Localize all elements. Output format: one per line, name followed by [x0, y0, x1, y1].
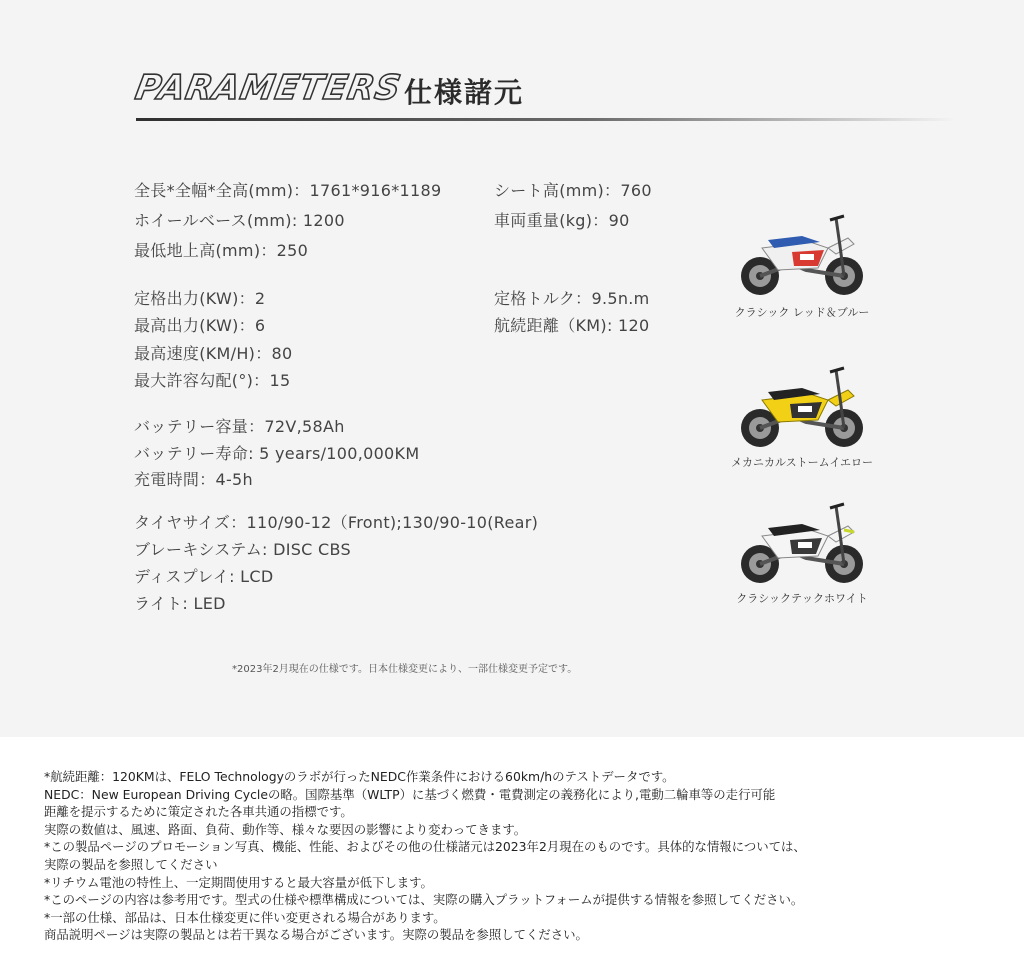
spec-max-speed: 最高速度(KM/H)：80 [134, 344, 293, 363]
bike-label-yellow: メカニカルストームイエロー [730, 456, 873, 469]
spec-wheelbase: ホイールベース(mm): 1200 [134, 211, 345, 230]
spec-heading-jp: 仕様諸元 [404, 76, 525, 109]
motorcycle-yellow-icon [732, 356, 872, 450]
footnote-line: *リチウム電池の特性上、一定期間使用すると最大容量が低下します。 [44, 874, 433, 890]
bike-red-blue [712, 208, 892, 320]
spec-ground-clearance: 最低地上高(mm)：250 [134, 241, 309, 260]
footnote-line: *航続距離：120KMは、FELO Technologyのラボが行ったNEDC作業条件における60km/hのテストデータです。 [44, 769, 675, 784]
spec-weight: 車両重量(kg)：90 [494, 211, 630, 230]
spec-seat-height: シート高(mm)：760 [494, 181, 652, 200]
motorcycle-white-icon [732, 490, 872, 586]
footnote-line: *このページの内容は参考用です。型式の仕様や標準構成については、実際の購入プラットフォームが提供する情報を参照してください。 [44, 892, 804, 908]
spec-max-grade: 最大許容勾配(°)：15 [134, 371, 291, 390]
spec-max-output: 最高出力(KW)：6 [134, 316, 266, 335]
footnote-line: 実際の数値は、風速、路面、負荷、動作等、様々な要因の影響により変わってきます。 [44, 821, 527, 837]
spec-light: ライト: LED [134, 594, 226, 613]
spec-range: 航続距離（KM): 120 [494, 316, 650, 335]
spec-dimensions: 全長*全幅*全高(mm)：1761*916*1189 [134, 181, 442, 200]
spec-rated-output: 定格出力(KW)：2 [134, 289, 266, 308]
footnotes [44, 768, 1004, 944]
footnote-line: 商品説明ページは実際の製品とは若干異なる場合がございます。実際の製品を参照してください。 [44, 927, 588, 943]
spec-charge-time: 充電時間：4-5h [134, 470, 253, 489]
footnote-line: *この製品ページのプロモーション写真、機能、性能、およびその他の仕様諸元は2023年2月現在のものです。具体的な情報については、 [44, 839, 806, 855]
parameters-heading: PARAMETERS [132, 68, 405, 108]
spec-tire-size: タイヤサイズ：110/90-12（Front);130/90-10(Rear) [134, 513, 539, 532]
footnote-line: 距離を提示するために策定された各車共通の指標です。 [44, 804, 353, 820]
spec-battery-life: バッテリー寿命: 5 years/100,000KM [134, 444, 420, 463]
header-divider [136, 118, 956, 121]
bike-white [712, 490, 892, 606]
motorcycle-red-blue-icon [732, 208, 872, 300]
spec-brake: ブレーキシステム: DISC CBS [134, 540, 351, 559]
spec-display: ディスプレイ: LCD [134, 567, 274, 586]
spec-battery-capacity: バッテリー容量：72V,58Ah [134, 417, 345, 436]
bike-label-red-blue: クラシック レッド＆ブルー [734, 306, 870, 319]
footnote-line: 実際の製品を参照してください [44, 856, 218, 872]
bike-yellow [712, 356, 892, 470]
footnote-line: *一部の仕様、部品は、日本仕様変更に伴い変更される場合があります。 [44, 909, 446, 925]
spec-note: *2023年2月現在の仕様です。日本仕様変更により、一部仕様変更予定です。 [232, 664, 578, 675]
footnote-line: NEDC：New European Driving Cycleの略。国際基準（WLTP）に基づく燃費・電費測定の義務化により,電動二輪車等の走行可能 [44, 786, 776, 802]
bike-label-white: クラシックテックホワイト [736, 592, 868, 605]
spec-rated-torque: 定格トルク：9.5n.m [494, 289, 650, 308]
